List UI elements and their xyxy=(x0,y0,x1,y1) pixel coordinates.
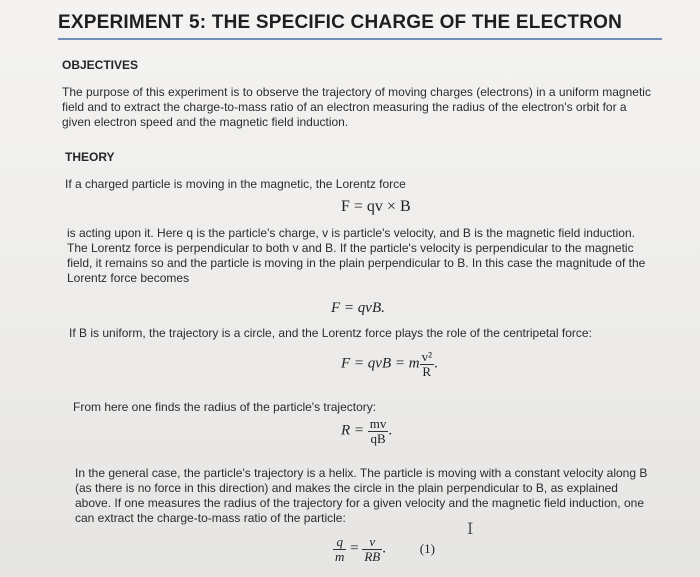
title-rule xyxy=(58,38,662,40)
theory-paragraph-3: From here one finds the radius of the particle's trajectory: xyxy=(73,400,377,414)
equation-radius xyxy=(341,417,392,445)
equation-radius-lhs: R = xyxy=(341,422,365,439)
theory-paragraph-2: If B is uniform, the trajectory is a circle, and the Lorentz force plays the role of the centripetal force: xyxy=(69,326,592,340)
theory-heading: THEORY xyxy=(65,150,115,164)
equation-ctm-right-denominator: RB xyxy=(364,548,381,564)
objectives-paragraph: The purpose of this experiment is to observe the trajectory of moving charges (electrons) in a uniform magnetic field and to extract the charge-to-mass ratio of an electron measuring the radius of the electron's orbit for a given electron speed and the magnetic field induction. xyxy=(62,85,651,129)
equation-ctm-left-numerator: q xyxy=(336,534,343,549)
theory-intro: If a charged particle is moving in the magnetic, the Lorentz force xyxy=(65,177,406,191)
theory-paragraph-4: In the general case, the particle's trajectory is a helix. The particle is moving with a constant velocity along B (as there is no force in this direction) and makes the circle in the plain perpendicular to B, as explained above. If one measures the radius of the trajectory for a given velocity and the magnetic field induction, one can extract the charge-to-mass ratio of the particle: xyxy=(75,466,648,525)
equation-ctm-equals: = xyxy=(350,540,359,557)
equation-centripetal-numerator: v² xyxy=(421,349,432,364)
equation-ctm-right-numerator: v xyxy=(369,534,376,549)
text-cursor-icon: I xyxy=(467,519,474,538)
equation-radius-end: . xyxy=(388,422,393,439)
equation-centripetal-lhs: F = qvB = m xyxy=(341,355,420,372)
equation-ctm-end: . xyxy=(382,540,386,557)
equation-lorentz-magnitude-text: F = qvB. xyxy=(331,300,385,316)
equation-ctm-left-denominator: m xyxy=(335,548,345,564)
equation-centripetal-fraction xyxy=(420,350,434,378)
equation-centripetal-denominator: R xyxy=(420,364,434,379)
equation-number-label: (1) xyxy=(419,540,435,556)
equation-radius-numerator: mv xyxy=(369,416,387,431)
equation-radius-denominator: qB xyxy=(368,431,389,446)
objectives-heading: OBJECTIVES xyxy=(62,58,139,72)
equation-ctm-right-fraction xyxy=(362,535,382,563)
equation-centripetal-end: . xyxy=(433,355,438,372)
equation-radius-fraction xyxy=(368,417,389,445)
equation-lorentz-vector: F = qv × B xyxy=(341,198,411,215)
equation-charge-to-mass xyxy=(333,535,435,563)
equation-lorentz-magnitude xyxy=(331,300,385,317)
equation-ctm-left-fraction xyxy=(333,535,346,563)
theory-paragraph-1: is acting upon it. Here q is the particle's charge, v is particle's velocity, and B is the magnetic field induction. The Lorentz force is perpendicular to both v and B. If the particle's velocity is perpendicular to the magnetic field, it remains so and the particle is moving in the plain perpendicular to B. In this case the magnitude of the Lorentz force becomes xyxy=(67,226,646,285)
page-title: EXPERIMENT 5: THE SPECIFIC CHARGE OF THE ELECTRON xyxy=(58,12,623,33)
equation-centripetal xyxy=(341,350,438,378)
